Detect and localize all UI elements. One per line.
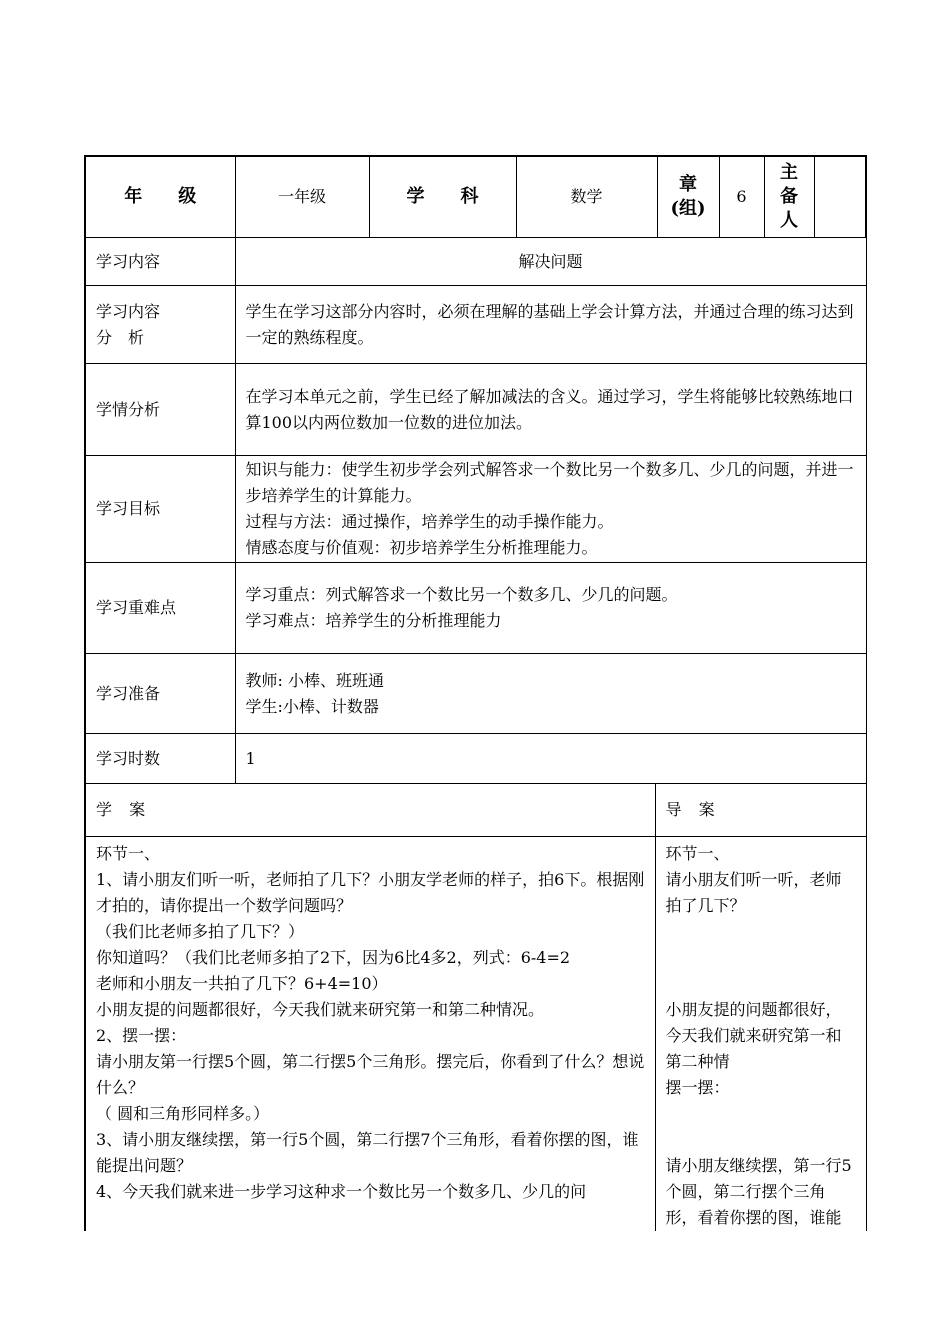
teaching-plan-header: 导 案	[655, 784, 866, 836]
study-plan-header: 学 案	[85, 784, 655, 836]
info-row-student-analysis	[85, 364, 866, 456]
row-content: 1	[235, 734, 866, 784]
row-label: 学情分析	[85, 364, 235, 456]
plan-content-row	[85, 836, 866, 1231]
row-content: 知识与能力：使学生初步学会列式解答求一个数比另一个数多几、少几的问题，并进一步培养学生的计算能力。 过程与方法：通过操作，培养学生的动手操作能力。 情感态度与价值观：初步培养学生分析推理能力。	[235, 456, 866, 563]
subject-value: 数学	[516, 156, 657, 238]
row-content: 在学习本单元之前，学生已经了解加减法的含义。通过学习，学生将能够比较熟练地口算100以内两位数加一位数的进位加法。	[235, 364, 866, 456]
info-row-preparation	[85, 654, 866, 734]
header-row	[85, 156, 866, 238]
lesson-info-table	[84, 155, 867, 784]
grade-value: 一年级	[235, 156, 369, 238]
row-label: 学习时数	[85, 734, 235, 784]
grade-label: 年 级	[85, 156, 235, 238]
row-content: 教师: 小棒、班班通 学生:小棒、计数器	[235, 654, 866, 734]
row-label: 学习内容 分 析	[85, 286, 235, 364]
row-label: 学习内容	[85, 238, 235, 286]
lesson-plan-document	[84, 155, 865, 1231]
row-content: 学习重点：列式解答求一个数比另一个数多几、少几的问题。 学习难点：培养学生的分析推理能力	[235, 563, 866, 654]
chapter-label: 章 (组)	[657, 156, 719, 238]
info-row-content	[85, 238, 866, 286]
row-label: 学习准备	[85, 654, 235, 734]
study-plan-content: 环节一、 1、请小朋友们听一听，老师拍了几下？小朋友学老师的样子，拍6下。根据刚才拍的，请你提出一个数学问题吗？ （我们比老师多拍了几下？） 你知道吗？（我们比老师多拍了2下，因为6比4多2，列式：6-4=2 老师和小朋友一共拍了几下？6+4=10） 小朋友提的问题都很好，今天我们就来研究第一和第二种情况。 2、摆一摆： 请小朋友第一行摆5个圆，第二行摆5个三角形。摆完后，你看到了什么？想说什么？ （ 圆和三角形同样多。） 3、请小朋友继续摆，第一行5个圆，第二行摆7个三角形，看着你摆的图，谁能提出问题？ 4、今天我们就来进一步学习这种求一个数比另一个数多几、少几的问	[85, 836, 655, 1231]
info-row-analysis	[85, 286, 866, 364]
info-row-objectives	[85, 456, 866, 563]
subject-label: 学 科	[369, 156, 516, 238]
row-content: 解决问题	[235, 238, 866, 286]
row-content: 学生在学习这部分内容时，必须在理解的基础上学会计算方法，并通过合理的练习达到一定的熟练程度。	[235, 286, 866, 364]
row-label: 学习重难点	[85, 563, 235, 654]
plan-table	[84, 784, 867, 1231]
preparer-value	[814, 156, 866, 238]
info-row-key-points	[85, 563, 866, 654]
chapter-value: 6	[719, 156, 764, 238]
info-row-hours	[85, 734, 866, 784]
teaching-plan-content: 环节一、 请小朋友们听一听，老师拍了几下？ 小朋友提的问题都很好，今天我们就来研究第一和第二种情 摆一摆： 请小朋友继续摆，第一行5个圆，第二行摆个三角形，看着你摆的图，谁能	[655, 836, 866, 1231]
row-label: 学习目标	[85, 456, 235, 563]
plan-header-row	[85, 784, 866, 836]
preparer-label: 主 备 人	[764, 156, 814, 238]
